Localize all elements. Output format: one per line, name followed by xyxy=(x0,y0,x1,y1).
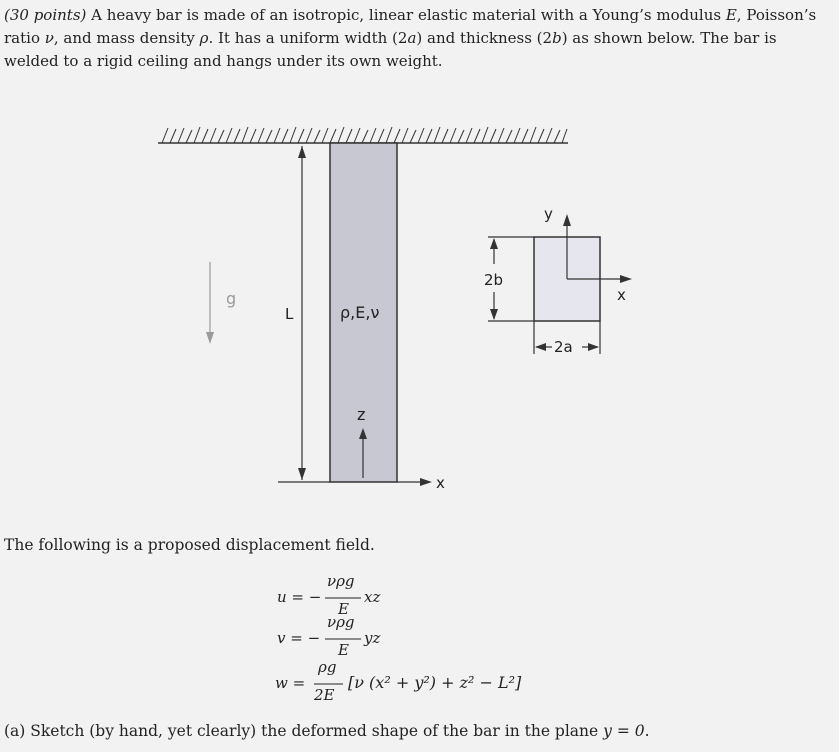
width-label: 2a xyxy=(554,338,573,356)
w-lhs: w = xyxy=(275,674,306,692)
v-tail: yz xyxy=(364,629,381,647)
cs-x-label: x xyxy=(617,286,626,304)
cs-y-label: y xyxy=(544,205,553,223)
v-numerator: νρg xyxy=(327,613,355,631)
gravity-label: g xyxy=(226,289,237,308)
part-a xyxy=(4,722,650,740)
problem-points: (30 points) xyxy=(4,6,87,24)
gravity-arrow xyxy=(206,262,214,344)
symbol-rho: ρ xyxy=(199,29,209,47)
symbol-a: a xyxy=(407,29,417,47)
v-lhs: v = − xyxy=(277,629,321,647)
ceiling-hatch xyxy=(158,127,568,143)
problem-text: ) and thickness (2 xyxy=(416,29,553,47)
w-numerator: ρg xyxy=(318,658,337,676)
u-lhs: u = − xyxy=(277,588,322,606)
length-label: L xyxy=(285,305,294,323)
part-a-math: y = 0 xyxy=(603,722,645,740)
problem-text: . It has a uniform width (2 xyxy=(208,29,408,47)
w-tail: [ν (x² + y²) + z² − L²] xyxy=(348,673,522,692)
v-denominator: E xyxy=(338,641,349,659)
thickness-label: 2b xyxy=(484,271,504,289)
x-axis-arrow xyxy=(397,478,432,486)
u-denominator: E xyxy=(338,600,349,618)
z-axis-label: z xyxy=(357,405,366,424)
problem-text: ) as shown below. The bar is welded to a rigid ceiling and hangs under its own weight. xyxy=(4,29,777,70)
part-a-text: . xyxy=(644,722,650,740)
u-numerator: νρg xyxy=(327,572,355,590)
problem-text: , and mass density xyxy=(53,29,200,47)
fraction-bars xyxy=(0,566,839,716)
part-a-text: (a) Sketch (by hand, yet clearly) the deformed shape of the bar in the plane xyxy=(4,722,604,740)
problem-text: , Poisson’s ratio xyxy=(4,6,817,47)
displacement-equations xyxy=(0,566,839,716)
u-tail: xz xyxy=(364,588,381,606)
symbol-E: E xyxy=(725,6,737,24)
symbol-nu: ν xyxy=(44,29,54,47)
x-axis-label: x xyxy=(436,474,445,492)
displacement-intro: The following is a proposed displacement field. xyxy=(4,536,375,554)
symbol-b: b xyxy=(552,29,562,47)
w-denominator: 2E xyxy=(314,686,335,704)
material-label: ρ,E,ν xyxy=(340,303,380,322)
problem-text: A heavy bar is made of an isotropic, linear elastic material with a Young’s modulus xyxy=(86,6,726,24)
